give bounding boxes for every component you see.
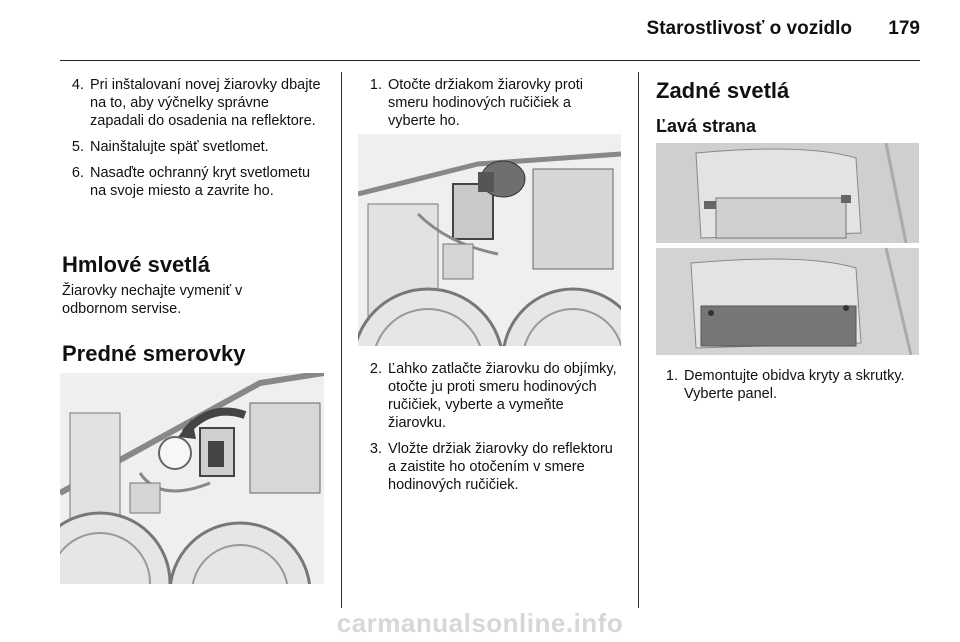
fog-lights-text: Žiarovky nechajte vymeniť v odbornom servise.	[62, 283, 243, 317]
rear-panel-illustration	[656, 143, 919, 355]
column-3-steps	[656, 367, 918, 411]
page-number: 179	[888, 18, 920, 39]
list-item: 1. Demontujte obidva kryty a skrutky. Vyberte panel.	[665, 368, 905, 402]
running-header-title: Starostlivosť o vozidlo	[646, 18, 852, 39]
rear-panel-steps	[656, 367, 918, 403]
column-divider-1	[341, 72, 342, 608]
column-divider-2	[638, 72, 639, 608]
bulb-holder-drawing	[358, 134, 621, 346]
bulb-install-steps	[62, 76, 326, 200]
left-side-subheading: Ľavá strana	[656, 116, 757, 136]
indicator-step-1	[360, 76, 622, 130]
list-item: 1. Otočte držiakom žiarovky proti smeru hodinových ručičiek a vyberte ho.	[369, 77, 584, 129]
watermark: carmanualsonline.info	[336, 608, 624, 638]
bulb-holder-illustration	[358, 134, 621, 346]
front-indicator-illustration	[60, 373, 324, 584]
front-indicator-drawing	[60, 373, 324, 584]
fog-lights-heading: Hmlové svetlá	[62, 252, 210, 277]
list-item: 2. Ľahko zatlačte žiarovku do objímky, otočte ju proti smeru hodinových ručičiek, vyberte a vymeňte žiarovku.	[369, 361, 617, 431]
list-item: 4. Pri inštalovaní novej žiarovky dbajte na to, aby výčnelky správne zapadali do osadenia na reflektore.	[71, 77, 321, 129]
bulb-replace-steps	[360, 360, 622, 494]
column-2-steps	[360, 360, 622, 502]
list-item: 6. Nasaďte ochranný kryt svetlometu na svoje miesto a zavrite ho.	[71, 165, 311, 199]
column-1	[62, 76, 326, 208]
column-2	[360, 76, 622, 138]
list-item: 5. Nainštalujte späť svetlomet.	[71, 139, 269, 155]
rear-panel-drawing	[656, 143, 919, 355]
rear-lights-heading: Zadné svetlá	[656, 78, 790, 103]
header-rule	[60, 60, 920, 61]
front-indicators-heading: Predné smerovky	[62, 341, 246, 366]
list-item: 3. Vložte držiak žiarovky do reflektoru a zaistite ho otočením v smere hodinových ručičiek.	[369, 441, 613, 493]
